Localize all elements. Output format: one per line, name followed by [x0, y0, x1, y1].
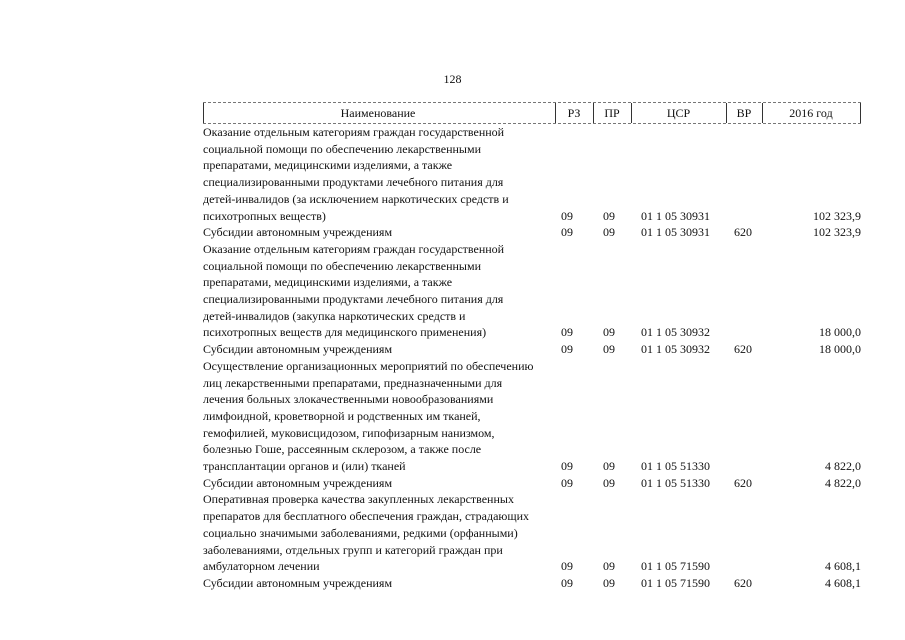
row-pr: 09 [603, 575, 615, 590]
header-csr: ЦСР [666, 106, 691, 120]
row-csr: 01 1 05 51330 [641, 459, 710, 474]
row-amount: 4 608,1 [825, 559, 861, 574]
row-csr: 01 1 05 51330 [641, 475, 710, 490]
row-name: Оперативная проверка качества закупленных лекарственных препаратов для бесплатного обеспечения граждан, страдающих социально значимыми заболеваниями, редкими (орфанными) заболеваниями, отдельных групп и категорий граждан при амбулаторном лечении [203, 492, 530, 574]
table-row [203, 475, 861, 492]
table-row [203, 224, 861, 241]
table-header [203, 102, 861, 124]
table-body [203, 124, 861, 592]
row-vr: 620 [734, 575, 752, 590]
row-rz: 09 [561, 475, 573, 490]
header-name: Наименование [340, 106, 416, 120]
header-rz: РЗ [567, 106, 581, 120]
row-rz: 09 [561, 342, 573, 357]
row-rz: 09 [561, 325, 573, 340]
row-name: Субсидии автономным учреждениям [203, 225, 393, 240]
row-vr: 620 [734, 225, 752, 240]
column-divider [860, 103, 861, 123]
row-csr: 01 1 05 30931 [641, 225, 710, 240]
budget-table [203, 102, 861, 592]
page-number: 128 [443, 72, 462, 86]
row-csr: 01 1 05 30932 [641, 342, 710, 357]
row-csr: 01 1 05 71590 [641, 559, 710, 574]
row-csr: 01 1 05 30931 [641, 208, 710, 223]
row-amount: 18 000,0 [819, 342, 861, 357]
row-rz: 09 [561, 225, 573, 240]
row-pr: 09 [603, 225, 615, 240]
row-name: Осуществление организационных мероприятий по обеспечению лиц лекарственными препаратами, предназначенными для лечения больных злокачественными новообразованиями лимфоидной, кроветворной и родственных им тканей, гемофилией, муковисцидозом, гипофизарным нанизмом, болезнью Гоше, рассеянным склерозом, а также после трансплантации органов и (или) тканей [203, 358, 534, 474]
row-name: Оказание отдельным категориям граждан государственной социальной помощи по обеспечению лекарственными препаратами, медицинскими изделиями, а также специализированными продуктами лечебного питания для детей-инвалидов (закупка наркотических средств и психотропных веществ для медицинского применения) [203, 241, 505, 340]
row-vr: 620 [734, 342, 752, 357]
row-pr: 09 [603, 475, 615, 490]
table-row [203, 491, 861, 575]
row-amount: 102 323,9 [813, 208, 861, 223]
table-row [203, 124, 861, 224]
row-vr: 620 [734, 475, 752, 490]
row-rz: 09 [561, 208, 573, 223]
row-name: Субсидии автономным учреждениям [203, 342, 393, 357]
row-pr: 09 [603, 325, 615, 340]
row-amount: 18 000,0 [819, 325, 861, 340]
row-pr: 09 [603, 459, 615, 474]
header-year: 2016 год [789, 106, 833, 120]
row-csr: 01 1 05 71590 [641, 575, 710, 590]
row-pr: 09 [603, 342, 615, 357]
row-rz: 09 [561, 575, 573, 590]
row-amount: 102 323,9 [813, 225, 861, 240]
row-amount: 4 822,0 [825, 459, 861, 474]
table-row [203, 241, 861, 341]
row-name: Субсидии автономным учреждениям [203, 475, 393, 490]
row-name: Субсидии автономным учреждениям [203, 575, 393, 590]
table-row [203, 341, 861, 358]
row-rz: 09 [561, 459, 573, 474]
row-csr: 01 1 05 30932 [641, 325, 710, 340]
table-row [203, 575, 861, 592]
row-rz: 09 [561, 559, 573, 574]
header-pr: ПР [604, 106, 620, 120]
header-vr: ВР [736, 106, 752, 120]
row-pr: 09 [603, 208, 615, 223]
row-amount: 4 608,1 [825, 575, 861, 590]
row-name: Оказание отдельным категориям граждан государственной социальной помощи по обеспечению лекарственными препаратами, медицинскими изделиями, а также специализированными продуктами лечебного питания для детей-инвалидов (за исключением наркотических средств и психотропных веществ) [203, 125, 509, 223]
row-amount: 4 822,0 [825, 475, 861, 490]
table-row [203, 358, 861, 475]
row-pr: 09 [603, 559, 615, 574]
